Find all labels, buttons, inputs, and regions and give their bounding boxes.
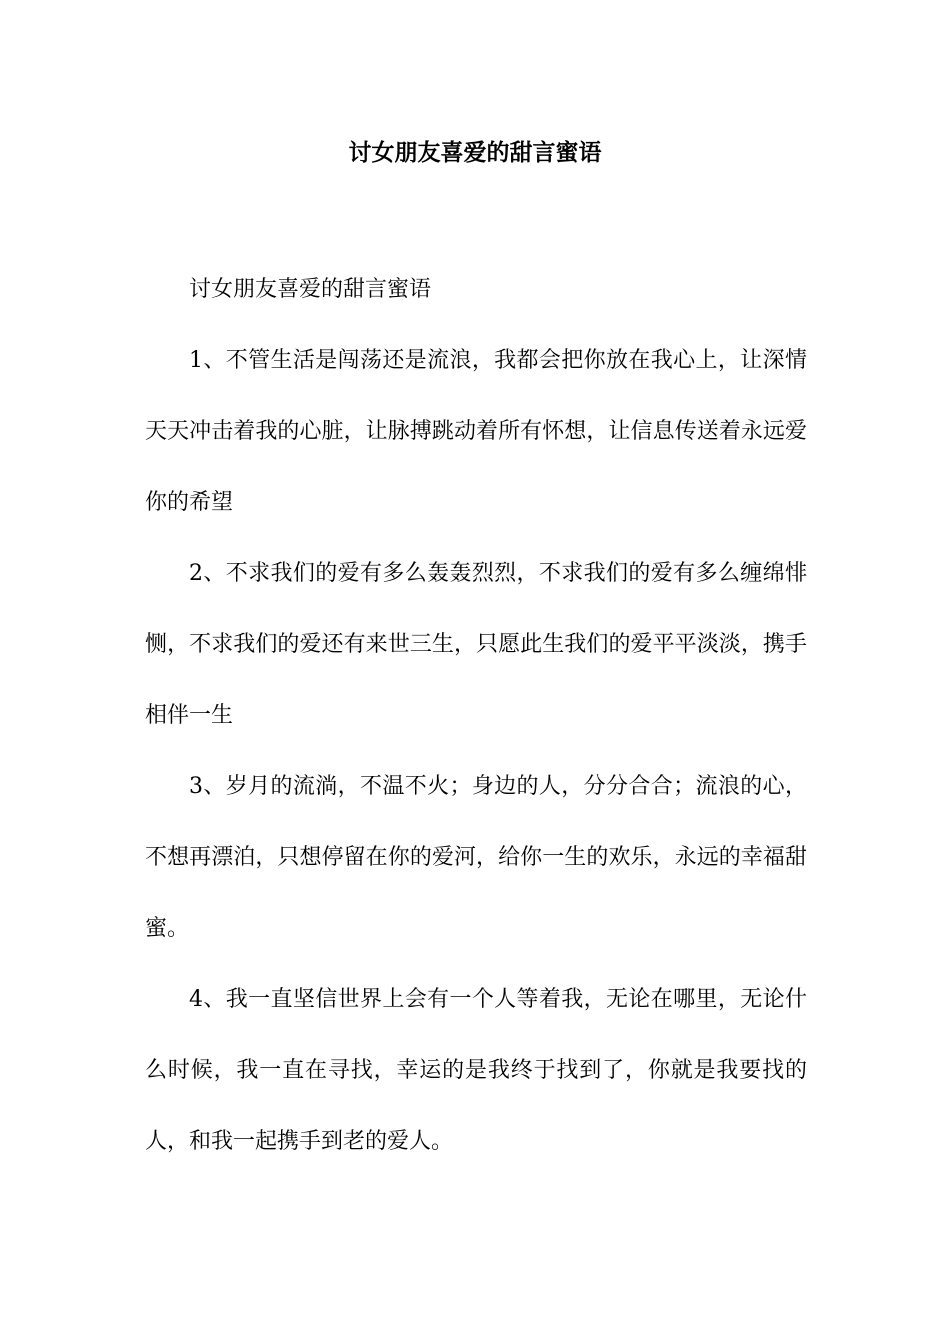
paragraph-subtitle: 讨女朋友喜爱的甜言蜜语	[189, 277, 432, 302]
paragraph-item-2: 2、不求我们的爱有多么轰轰烈烈，不求我们的爱有多么缠绵悱恻，不求我们的爱还有来世三生，只愿此生我们的爱平平淡淡，携手相伴一生	[145, 561, 807, 728]
paragraph-item-4: 4、我一直坚信世界上会有一个人等着我，无论在哪里，无论什么时候，我一直在寻找，幸运的是我终于找到了，你就是我要找的人，和我一起携手到老的爱人。	[145, 987, 807, 1154]
document-body	[145, 254, 807, 1177]
paragraph-item-3: 3、岁月的流淌，不温不火；身边的人，分分合合；流浪的心，不想再漂泊，只想停留在你的爱河，给你一生的欢乐，永远的幸福甜蜜。	[145, 774, 807, 941]
document-title: 讨女朋友喜爱的甜言蜜语	[348, 139, 602, 166]
paragraph-item-1: 1、不管生活是闯荡还是流浪，我都会把你放在我心上，让深情天天冲击着我的心脏，让脉搏跳动着所有怀想，让信息传送着永远爱你的希望	[145, 348, 807, 515]
